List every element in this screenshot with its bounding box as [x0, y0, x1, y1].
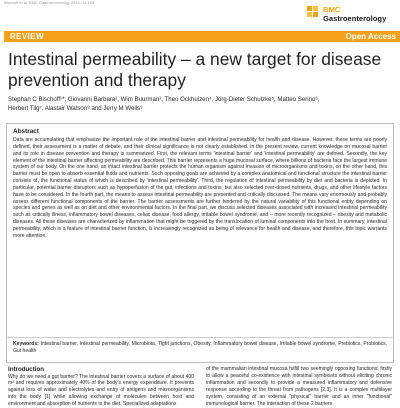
open-access-label[interactable]: Open Access: [346, 31, 396, 42]
authors-line-1[interactable]: Stephan C Bischoff¹*, Giovanni Barbara², Wim Buurman³, Theo Ockhuizen⁴, Jörg-Dieter Schulzke⁵, Matteo Serino⁶,: [8, 95, 393, 104]
body-column-left: [8, 366, 194, 408]
introduction-heading: Introduction: [8, 366, 194, 374]
logo-brand: BMC: [323, 5, 386, 14]
logo-journal-name: Gastroenterology: [323, 14, 386, 23]
article-type-label: REVIEW: [10, 31, 44, 42]
abstract-heading: Abstract: [7, 124, 393, 137]
journal-logo-text: [323, 5, 386, 23]
journal-logo[interactable]: [307, 0, 400, 32]
body-text: [8, 366, 392, 400]
abstract-text: Data are accumulating that emphasize the important role of the intestinal barrier and intestinal permeability for health and disease. However, these terms are poorly defined, their assessment is a matter of debate, and their clinical significance is not clearly established. In the present review, current knowledge on mucosal barrier and its role in disease prevention and therapy is summarized. First, the relevant terms 'intestinal barrier' and 'intestinal permeability' are defined. Secondly, the key element of the intestinal barrier affecting permeability are described. This barrier represents a huge mucosal surface, where billions of bacteria face the largest immune system of our body. On the one hand, an intact intestinal barrier protects the human organism against invasion of microorganisms and toxins, on the other hand, this barrier must be open to absorb essential fluids and nutrients. Such opposing goals are achieved by a complex anatomical and functional structure the intestinal barrier consists of, the functional status of which is described by 'intestinal permeability'. Third, the regulation of intestinal permeability by diet and bacteria is depicted. In particular, potential barrier disruptors such as hypoperfusion of the gut, infections and toxins, but also selected over-dosed nutrients, drugs, and other lifestyle factors have to be considered. In the fourth part, the means to assess intestinal permeability are presented and critically discussed. The means vary enormously and probably assess different functional components of the barrier. The barrier assessments are further hindered by the natural variability of this functional entity depending on species and genes as well as on diet and other environmental factors. In the final part, we discuss selected diseases associated with increased intestinal permeability such as critically illness, inflammatory bowel diseases, celiac disease, food allergy, irritable bowel syndrome, and – more recently recognized – obesity and metabolic diseases. All these diseases are characterized by inflammation that might be triggered by the translocation of luminal components into the host. In summary, intestinal permeability, which is a feature of intestinal barrier function, is increasingly recognized as being of relevance for health and disease, and therefore, this topic warrants more attention.: [7, 137, 393, 240]
running-header: Bischoff et al. BMC Gastroenterology 2014, 14:189: [0, 0, 184, 6]
introduction-text-right: of the mammalian intestinal mucosa fulfill two seemingly opposing functions: firstly to allow a peaceful co-existence with intestinal symbionts without eliciting chronic inflammation and secondly to provide a measured inflammatory and defensive response according to the threat from pathogens [2,3]. It is a complex multilayer system, consisting of an external "physical" barrier and an inner "functional" immunological barrier. The interaction of these 2 barriers: [206, 366, 392, 407]
authors-line-2[interactable]: Herbert Tilg⁷, Alastair Watson⁸ and Jerry M Wells⁹: [8, 104, 393, 113]
article-title: Intestinal permeability – a new target for disease prevention and therapy: [8, 49, 393, 91]
author-list: [8, 95, 393, 113]
article-type-banner: [4, 31, 400, 42]
keywords-paragraph: [7, 341, 393, 355]
keywords-label: Keywords:: [13, 341, 39, 347]
keywords-list: Intestinal barrier, Intestinal permeability, Microbiota, Tight junctions, Obesity, Inflammatory bowel disease, Irritable bowel syndrome, Prebiotics, Probiotics, Gut health: [13, 341, 387, 354]
keywords-section: [7, 337, 393, 355]
bmc-logo-icon: [307, 6, 319, 18]
abstract-box: [6, 123, 394, 363]
introduction-text-left: Why do we need a gut barrier? The intestinal barrier covers a surface of about 400 m² and requires approximately 40% of the body's energy expenditure. It prevents against loss of water and electrolytes and entry of antigens and microorganisms into the body [1] while allowing exchange of molecules between host and environment and absorption of nutrients in the diet. Specialized adaptations: [8, 374, 194, 408]
body-column-right: [206, 366, 392, 407]
